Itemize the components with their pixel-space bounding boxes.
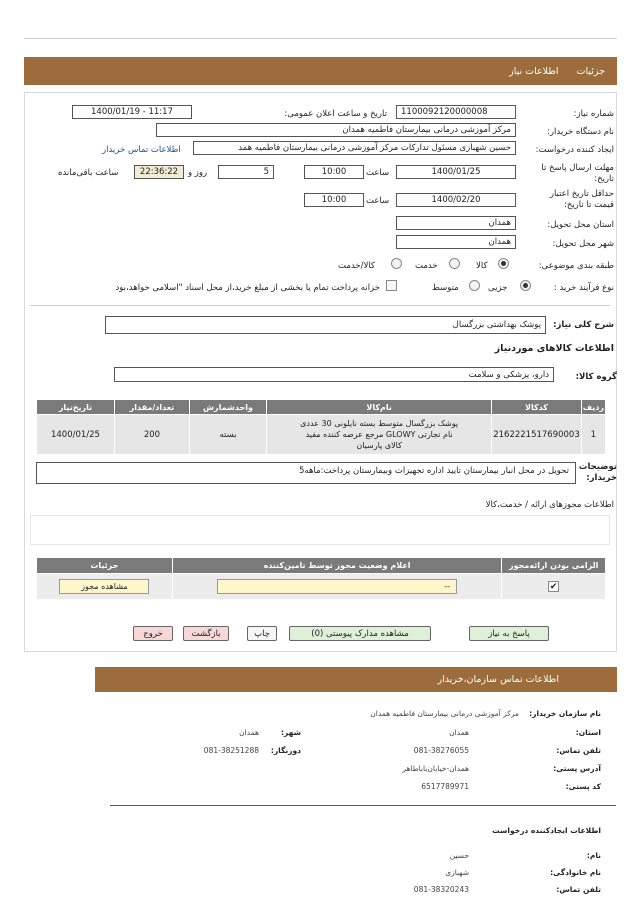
- cell-code: 2162221517690003: [492, 415, 582, 455]
- summary-field: پوشک بهداشتی بزرگسال: [105, 316, 546, 334]
- treasury-payment-checkbox[interactable]: [386, 280, 397, 291]
- lic-col-details: جزئیات: [37, 558, 173, 574]
- contact-city-label: شهر:: [281, 728, 301, 737]
- buyer-notes-label: توضیحات خریدار:: [578, 462, 617, 483]
- city-label: شهر محل تحویل:: [552, 239, 614, 249]
- process-minor-label: جزیی: [488, 283, 508, 293]
- contact-address-value: همدان-خیابان‌باباطاهر: [402, 764, 469, 773]
- org-name-label: نام سازمان خریدار:: [529, 709, 601, 718]
- deadline-time-field: 10:00: [304, 165, 364, 179]
- tab-need-info[interactable]: اطلاعات نیاز: [509, 65, 559, 77]
- contact-section-header: اطلاعات تماس سازمان،خریدار: [95, 667, 617, 692]
- col-index: ردیف: [581, 400, 605, 415]
- goods-group-field: دارو، پزشکی و سلامت: [114, 367, 554, 382]
- contact-postal-value: 6517789971: [421, 782, 469, 791]
- contact-city-value: همدان: [239, 728, 259, 737]
- attachments-button[interactable]: مشاهده مدارک پیوستی (0): [289, 626, 431, 641]
- tab-details[interactable]: جزئیات: [576, 65, 605, 77]
- lic-status-field: --: [217, 579, 457, 594]
- creator-phone-value: 081-38320243: [413, 885, 469, 894]
- contact-province-label: استان:: [575, 728, 601, 737]
- col-date: تاریخ‌نیاز: [37, 400, 115, 415]
- top-tab-bar: [24, 57, 617, 85]
- cell-name: پوشک بزرگسال متوسط بسته نایلونی 30 عددی نام تجارتی GLOWY مرجع عرضه کننده مفید کالای پارسیان: [267, 415, 492, 455]
- payment-note-text: پرداخت تمام یا بخشی از مبلغ خرید،از محل اسناد "اسلامی خواهد،بود: [115, 283, 359, 293]
- back-button[interactable]: بازگشت: [183, 626, 229, 641]
- creator-field: حسین شهبازی مسئول تدارکات مرکز آموزشی درمانی بیمارستان فاطمیه همد: [193, 141, 516, 155]
- cell-unit: بسته: [189, 415, 266, 455]
- contact-address-label: آدرس پستی:: [553, 764, 601, 773]
- days-label: روز و: [188, 168, 208, 178]
- col-qty: تعداد/مقدار: [114, 400, 189, 415]
- licenses-spacer: [30, 515, 610, 545]
- creator-first-name-value: حسین: [449, 851, 469, 860]
- payment-note: [58, 283, 380, 293]
- table-row[interactable]: [37, 415, 606, 455]
- licenses-table: [36, 557, 606, 600]
- buyer-notes-field: تحویل در محل انبار بیمارستان تایید اداره تجهیزات وبیمارستان پرداخت:ماهه5: [36, 462, 576, 484]
- creator-first-name-label: نام:: [586, 851, 601, 860]
- province-field: همدان: [396, 216, 516, 230]
- cell-index: 1: [581, 415, 605, 455]
- lic-col-required: الزامی بودن ارائه‌مجوز: [502, 558, 606, 574]
- province-label: استان محل تحویل:: [547, 220, 614, 230]
- need-number-field: 1100092120000008: [396, 105, 516, 119]
- category-service-label: خدمت: [415, 261, 438, 271]
- creator-last-name-value: شهبازی: [445, 868, 469, 877]
- announce-label: تاریخ و ساعت اعلان عمومی:: [284, 109, 387, 119]
- payment-note-tail: خزانه: [360, 283, 380, 293]
- print-button[interactable]: چاپ: [247, 626, 277, 641]
- lic-status-cell: [172, 574, 502, 600]
- cell-qty: 200: [114, 415, 189, 455]
- creator-phone-label: تلفن تماس:: [556, 885, 601, 894]
- goods-table: [36, 399, 606, 455]
- contact-postal-label: کد پستی:: [565, 782, 601, 791]
- contact-fax-value: 081-38251288: [203, 746, 259, 755]
- creator-last-name-label: نام خانوادگی:: [550, 868, 601, 877]
- category-both-label: کالا/خدمت: [338, 261, 375, 271]
- col-name: نام‌کالا: [267, 400, 492, 415]
- category-radio-goods[interactable]: [498, 258, 509, 269]
- category-radio-both[interactable]: [391, 258, 402, 269]
- deadline-date-field: 1400/01/25: [396, 165, 516, 179]
- process-radio-minor[interactable]: [520, 280, 531, 291]
- announce-field: 1400/01/19 - 11:17: [72, 105, 192, 119]
- lic-required-cell: [502, 574, 606, 600]
- contact-phone-label: تلفن تماس:: [556, 746, 601, 755]
- remaining-time-field: 22:36:22: [134, 165, 184, 179]
- view-license-button[interactable]: مشاهده مجوز: [59, 579, 149, 594]
- need-number-label: شماره نیاز:: [573, 109, 614, 119]
- buyer-contact-link[interactable]: اطلاعات تماس خریدار: [102, 145, 181, 155]
- goods-title: اطلاعات کالاهای موردنیاز: [494, 343, 614, 354]
- creator-section-title: اطلاعات ایجادکننده درخواست: [492, 826, 601, 835]
- reply-button[interactable]: پاسخ به نیاز: [469, 626, 549, 641]
- required-check-icon: ✔: [549, 582, 558, 592]
- process-medium-label: متوسط: [432, 283, 459, 293]
- col-unit: واحدشمارش: [189, 400, 266, 415]
- process-radio-medium[interactable]: [469, 280, 480, 291]
- validity-date-field: 1400/02/20: [396, 193, 516, 207]
- lic-col-status: اعلام وضعیت مجوز توسط تامین‌کننده: [172, 558, 502, 574]
- category-goods-label: کالا: [476, 261, 488, 271]
- table-row: [37, 574, 606, 600]
- creator-label: ایجاد کننده درخواست:: [535, 145, 614, 155]
- validity-time-field: 10:00: [304, 193, 364, 207]
- city-field: همدان: [396, 235, 516, 249]
- remaining-label: ساعت باقی‌مانده: [58, 168, 119, 178]
- deadline-label: مهلت ارسال پاسخ تا تاریخ:: [541, 163, 614, 184]
- contact-fax-label: دورنگار:: [270, 746, 301, 755]
- lic-details-cell: [37, 574, 173, 600]
- org-name-value: مرکز آموزشی درمانی بیمارستان فاطمیه همدان: [370, 709, 519, 718]
- cell-date: 1400/01/25: [37, 415, 115, 455]
- summary-label: شرح کلی نیاز:: [553, 320, 614, 330]
- validity-label: حداقل تاریخ اعتبار قیمت تا تاریخ:: [549, 189, 614, 210]
- buyer-label: نام دستگاه خریدار:: [547, 127, 614, 137]
- validity-time-label: ساعت: [366, 196, 390, 206]
- contact-province-value: همدان: [449, 728, 469, 737]
- category-label: طبقه بندی موضوعی:: [538, 261, 614, 271]
- col-code: کدکالا: [492, 400, 582, 415]
- buyer-field: مرکز آموزشی درمانی بیمارستان فاطمیه همدان: [156, 123, 516, 137]
- exit-button[interactable]: خروج: [133, 626, 173, 641]
- contact-phone-value: 081-38276055: [413, 746, 469, 755]
- process-label: نوع فرآیند خرید :: [553, 283, 614, 293]
- goods-group-label: گروه کالا:: [575, 372, 617, 382]
- days-field: 5: [218, 165, 274, 179]
- licenses-title: اطلاعات مجوزهای ارائه / خدمت،کالا: [485, 500, 614, 510]
- deadline-time-label: ساعت: [366, 168, 390, 178]
- category-radio-service[interactable]: [449, 258, 460, 269]
